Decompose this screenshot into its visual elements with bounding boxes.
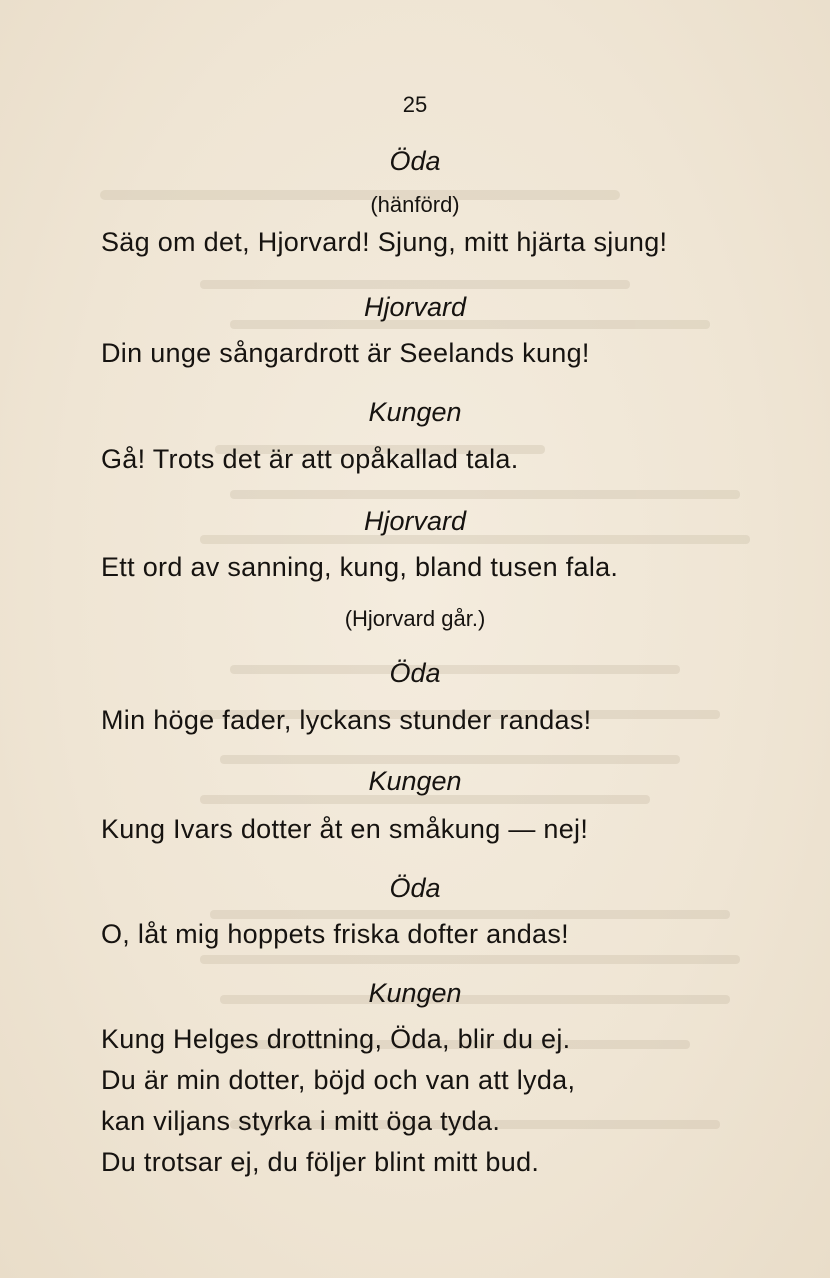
speaker-name: Kungen — [368, 766, 462, 796]
speaker-name: Öda — [389, 146, 441, 176]
stage-direction: (hänförd) — [370, 192, 460, 217]
speaker-name: Öda — [389, 873, 441, 903]
speaker-name: Hjorvard — [363, 292, 467, 322]
verse-line: Min höge fader, lyckans stunder randas! — [101, 705, 592, 735]
speaker-name: Kungen — [368, 397, 462, 427]
verse-line: Ett ord av sanning, kung, bland tusen fala. — [101, 552, 619, 582]
verse-line: Kung Ivars dotter åt en småkung — nej! — [101, 814, 589, 844]
verse-line: O, låt mig hoppets friska dofter andas! — [101, 919, 569, 949]
verse-line: Du är min dotter, böjd och van att lyda, — [101, 1065, 576, 1095]
verse-line: Du trotsar ej, du följer blint mitt bud. — [101, 1147, 540, 1177]
speaker-name: Kungen — [368, 978, 462, 1008]
page-number: 25 — [402, 92, 428, 117]
verse-line: kan viljans styrka i mitt öga tyda. — [101, 1106, 501, 1136]
verse-line: Kung Helges drottning, Öda, blir du ej. — [101, 1024, 571, 1054]
speaker-name: Öda — [389, 658, 441, 688]
speaker-name: Hjorvard — [363, 506, 467, 536]
verse-line: Säg om det, Hjorvard! Sjung, mitt hjärta sjung! — [101, 227, 668, 257]
verse-line: Din unge sångardrott är Seelands kung! — [101, 338, 590, 368]
verse-line: Gå! Trots det är att opåkallad tala. — [101, 444, 519, 474]
stage-direction: (Hjorvard går.) — [344, 606, 486, 631]
